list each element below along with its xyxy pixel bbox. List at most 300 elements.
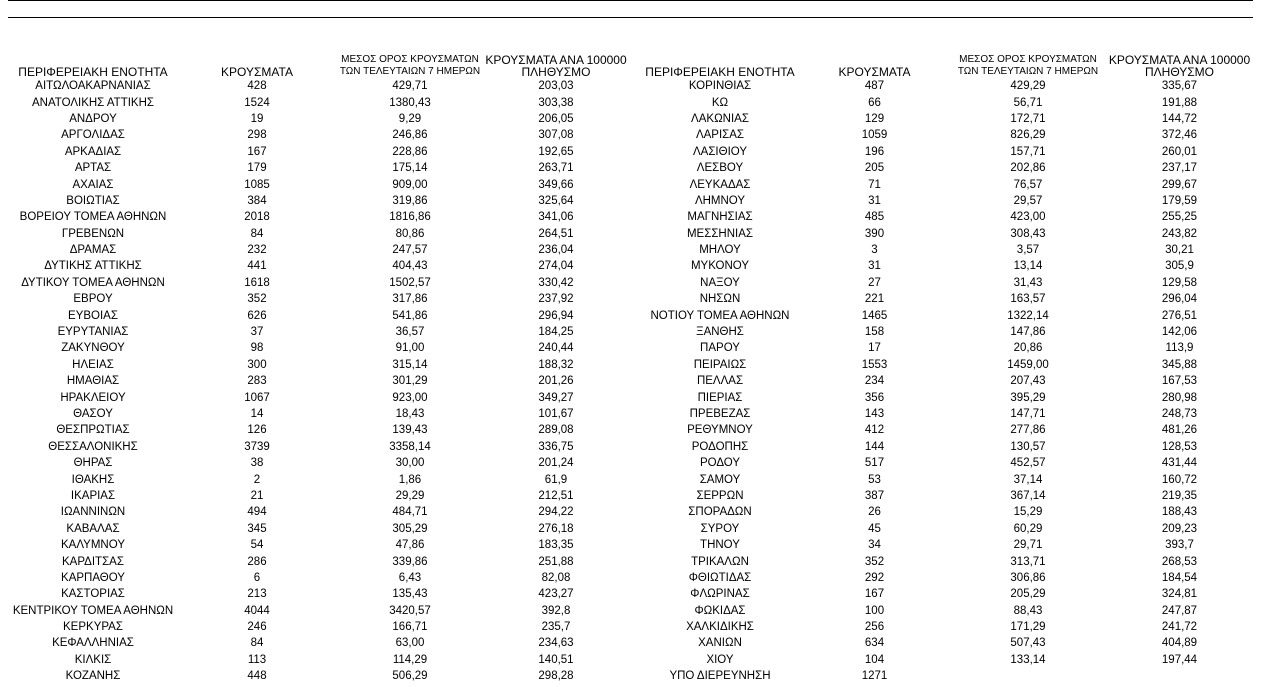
table-row <box>7 94 627 110</box>
cell-region: ΝΑΞΟΥ <box>700 276 740 289</box>
cell-per100k: 251,88 <box>538 555 574 568</box>
header-avg7-line1: ΜΕΣΟΣ ΟΡΟΣ ΚΡΟΥΣΜΑΤΩΝ <box>959 54 1097 65</box>
cell-region: ΙΘΑΚΗΣ <box>71 473 115 486</box>
table-row <box>7 111 627 127</box>
cell-cases: 158 <box>864 326 885 339</box>
cell-cases: 256 <box>864 621 885 634</box>
table-row <box>643 144 1255 160</box>
cell-avg7: 507,43 <box>1010 637 1046 650</box>
cell-cases: 26 <box>868 506 881 519</box>
header-border-line <box>8 17 1253 18</box>
cell-per100k: 179,59 <box>1161 194 1198 207</box>
cell-region: ΕΥΒΟΙΑΣ <box>68 309 118 322</box>
cell-region: ΕΒΡΟΥ <box>73 293 113 306</box>
cell-region: ΜΗΛΟΥ <box>699 244 741 257</box>
table-row <box>7 668 627 684</box>
table-row <box>643 242 1255 258</box>
table-row <box>643 406 1255 422</box>
cell-region: ΓΡΕΒΕΝΩΝ <box>61 227 125 240</box>
cell-per100k: 276,51 <box>1161 309 1198 322</box>
cell-avg7: 541,86 <box>392 309 428 322</box>
cell-region: ΦΩΚΙΔΑΣ <box>694 604 746 617</box>
cell-per100k: 144,72 <box>1161 112 1198 125</box>
cell-cases: 384 <box>247 194 267 207</box>
cell-region: ΡΟΔΟΠΗΣ <box>691 440 749 453</box>
cell-region: ΑΧΑΪΑΣ <box>72 178 114 191</box>
header-per100k-line1: ΚΡΟΥΣΜΑΤΑ ΑΝΑ 100000 <box>485 53 627 67</box>
cell-region: ΛΑΚΩΝΙΑΣ <box>691 112 749 125</box>
cell-region: ΙΚΑΡΙΑΣ <box>70 489 116 502</box>
cell-cases: 179 <box>247 162 267 175</box>
table-row <box>643 652 1255 668</box>
cell-avg7: 3358,14 <box>389 440 431 453</box>
cell-per100k: 274,04 <box>538 260 574 273</box>
cell-cases: 1067 <box>244 391 270 404</box>
cell-per100k: 235,7 <box>541 621 571 634</box>
cell-region: ΛΑΣΙΘΙΟΥ <box>692 145 748 158</box>
cell-avg7: 826,29 <box>1010 129 1046 142</box>
cell-per100k: 241,72 <box>1161 621 1198 634</box>
cell-avg7: 80,86 <box>395 227 425 240</box>
table-row <box>643 373 1255 389</box>
table-row <box>7 586 627 602</box>
cell-region: ΣΠΟΡΑΔΩΝ <box>688 506 752 519</box>
cell-region: ΘΕΣΠΡΩΤΙΑΣ <box>56 424 130 437</box>
table-row <box>643 111 1255 127</box>
header-avg7-line2: ΤΩΝ ΤΕΛΕΥΤΑΙΩΝ 7 ΗΜΕΡΩΝ <box>339 66 481 77</box>
top-border-line <box>8 0 1253 1</box>
cell-per100k: 237,92 <box>538 293 574 306</box>
table-row <box>643 570 1255 586</box>
cell-region: ΧΑΛΚΙΔΙΚΗΣ <box>686 621 754 634</box>
table-row <box>7 226 627 242</box>
table-row <box>643 226 1255 242</box>
cell-avg7: 130,57 <box>1010 440 1046 453</box>
table-row <box>7 144 627 160</box>
cell-per100k: 263,71 <box>538 162 574 175</box>
table-row <box>7 357 627 373</box>
table-row <box>643 537 1255 553</box>
cell-cases: 1085 <box>244 178 270 191</box>
cell-region: ΜΕΣΣΗΝΙΑΣ <box>686 227 754 240</box>
cell-per100k: 203,03 <box>538 80 574 93</box>
table-row <box>643 521 1255 537</box>
cell-avg7: 395,29 <box>1010 391 1046 404</box>
cell-per100k: 240,44 <box>538 342 574 355</box>
cell-cases: 31 <box>868 194 881 207</box>
cell-region: ΧΙΟΥ <box>706 653 734 666</box>
cell-region: ΠΙΕΡΙΑΣ <box>697 391 743 404</box>
cell-region: ΞΑΝΘΗΣ <box>696 326 744 339</box>
table-row <box>643 488 1255 504</box>
table-row <box>643 94 1255 110</box>
cell-per100k: 191,88 <box>1161 96 1198 109</box>
table-row <box>7 521 627 537</box>
cell-per100k: 341,06 <box>538 211 574 224</box>
cell-cases: 6 <box>253 571 261 584</box>
table-row <box>643 619 1255 635</box>
cell-avg7: 76,57 <box>1013 178 1043 191</box>
cell-region: ΛΕΥΚΑΔΑΣ <box>689 178 751 191</box>
header-per100k-line2: ΠΛΗΘΥΣΜΟ <box>521 65 591 79</box>
cell-per100k: 212,51 <box>538 489 574 502</box>
cell-cases: 14 <box>250 408 264 420</box>
cell-avg7: 429,71 <box>392 80 428 93</box>
cell-region: ΦΘΙΩΤΙΔΑΣ <box>688 571 752 584</box>
cell-per100k: 325,64 <box>538 194 574 207</box>
cell-region: ΙΩΑΝΝΙΝΩΝ <box>60 506 126 519</box>
cell-region: ΜΑΓΝΗΣΙΑΣ <box>687 211 753 224</box>
table-row <box>7 406 627 422</box>
cell-region: ΚΩ <box>711 96 729 109</box>
cell-region: ΣΕΡΡΩΝ <box>696 489 744 502</box>
cell-per100k: 234,63 <box>538 637 574 650</box>
table-row <box>7 340 627 356</box>
cell-cases: 298 <box>247 129 267 142</box>
cell-per100k: 393,7 <box>1165 539 1194 552</box>
table-row <box>7 275 627 291</box>
table-row <box>7 160 627 176</box>
cell-per100k: 167,53 <box>1161 375 1198 388</box>
table-row <box>7 176 627 192</box>
cell-avg7: 1816,86 <box>389 211 431 224</box>
table-row <box>643 504 1255 520</box>
cell-cases: 167 <box>247 145 267 158</box>
header-avg7 <box>335 54 485 78</box>
cell-avg7: 20,86 <box>1013 342 1043 355</box>
header-cases: ΚΡΟΥΣΜΑΤΑ <box>221 65 293 79</box>
header-region: ΠΕΡΙΦΕΡΕΙΑΚΗ ΕΝΟΤΗΤΑ <box>645 65 795 79</box>
cell-cases: 205 <box>864 162 885 175</box>
cell-avg7: 91,00 <box>395 342 425 355</box>
cell-avg7: 15,29 <box>1013 506 1043 519</box>
cell-per100k: 140,51 <box>538 653 574 666</box>
cell-cases: 27 <box>868 276 881 289</box>
cell-avg7: 56,71 <box>1013 96 1043 109</box>
table-row <box>643 340 1255 356</box>
cell-cases: 4044 <box>244 604 270 617</box>
cell-avg7: 88,43 <box>1013 604 1043 617</box>
table-row <box>643 127 1255 143</box>
cell-cases: 196 <box>864 145 885 158</box>
cell-region: ΡΕΘΥΜΝΟΥ <box>687 424 753 437</box>
cell-cases: 45 <box>868 522 881 535</box>
cell-avg7: 367,14 <box>1010 489 1046 502</box>
cell-region: ΒΟΙΩΤΙΑΣ <box>66 194 120 207</box>
table-row <box>643 471 1255 487</box>
cell-avg7: 1459,00 <box>1007 358 1049 371</box>
header-region: ΠΕΡΙΦΕΡΕΙΑΚΗ ΕΝΟΤΗΤΑ <box>18 65 168 79</box>
cell-avg7: 47,86 <box>395 539 425 552</box>
cell-per100k: 431,44 <box>1161 457 1198 470</box>
cell-cases: 19 <box>250 112 264 125</box>
right-table <box>643 44 1255 684</box>
cell-region: ΑΡΓΟΛΙΔΑΣ <box>61 129 125 142</box>
cell-avg7: 202,86 <box>1010 162 1046 175</box>
table-row <box>643 160 1255 176</box>
cell-region: ΠΑΡΟΥ <box>700 342 740 355</box>
table-row <box>643 291 1255 307</box>
cell-region: ΛΑΡΙΣΑΣ <box>695 129 745 142</box>
cell-cases: 34 <box>868 539 881 552</box>
table-row <box>7 652 627 668</box>
cell-avg7: 923,00 <box>392 391 428 404</box>
cell-avg7: 277,86 <box>1010 424 1046 437</box>
cell-cases: 66 <box>868 96 881 109</box>
cell-region: ΧΑΝΙΩΝ <box>698 637 742 650</box>
table-row <box>643 357 1255 373</box>
cell-avg7: 31,43 <box>1013 276 1043 289</box>
cell-avg7: 1,86 <box>398 473 422 486</box>
cell-per100k: 243,82 <box>1161 227 1198 240</box>
table-row <box>643 455 1255 471</box>
cell-per100k: 247,87 <box>1161 604 1198 617</box>
cell-per100k: 201,24 <box>538 457 574 470</box>
table-row <box>7 78 627 94</box>
cell-region: ΚΑΡΠΑΘΟΥ <box>61 571 125 584</box>
header-avg7 <box>952 54 1104 78</box>
cell-cases: 104 <box>864 653 885 666</box>
cell-cases: 98 <box>250 342 264 355</box>
cell-per100k: 260,01 <box>1161 145 1198 158</box>
cell-per100k: 294,22 <box>538 506 574 519</box>
cell-cases: 441 <box>247 260 267 273</box>
cell-per100k: 128,53 <box>1161 440 1198 453</box>
cell-cases: 448 <box>247 670 267 683</box>
cell-cases: 3 <box>871 244 878 257</box>
cell-per100k: 296,94 <box>538 309 574 322</box>
cell-cases: 113 <box>247 653 267 666</box>
cell-cases: 144 <box>864 440 885 453</box>
cell-avg7: 172,71 <box>1010 112 1046 125</box>
cell-avg7: 228,86 <box>392 145 428 158</box>
cell-per100k: 101,67 <box>538 408 574 420</box>
cell-per100k: 330,42 <box>538 276 574 289</box>
cell-cases: 37 <box>250 326 264 339</box>
right-table-header <box>643 44 1255 78</box>
cell-region: ΝΟΤΙΟΥ ΤΟΜΕΑ ΑΘΗΝΩΝ <box>650 309 790 322</box>
cell-avg7: 207,43 <box>1010 375 1046 388</box>
table-row <box>643 422 1255 438</box>
cell-per100k: 481,26 <box>1161 424 1198 437</box>
table-row <box>7 258 627 274</box>
cell-per100k: 336,75 <box>538 440 574 453</box>
cell-cases: 21 <box>250 489 264 502</box>
cell-avg7: 452,57 <box>1010 457 1046 470</box>
cell-per100k: 372,46 <box>1161 129 1198 142</box>
cell-avg7: 157,71 <box>1010 145 1046 158</box>
cell-cases: 1524 <box>244 96 270 109</box>
cell-cases: 167 <box>864 588 885 601</box>
cell-per100k: 349,66 <box>538 178 574 191</box>
table-row <box>7 307 627 323</box>
cell-per100k: 206,05 <box>538 112 574 125</box>
cell-cases: 31 <box>868 260 881 273</box>
table-row <box>7 635 627 651</box>
header-cases: ΚΡΟΥΣΜΑΤΑ <box>838 65 911 79</box>
cell-per100k: 197,44 <box>1161 653 1198 666</box>
cell-region: ΠΡΕΒΕΖΑΣ <box>689 408 751 420</box>
cell-avg7: 317,86 <box>392 293 428 306</box>
table-row <box>643 258 1255 274</box>
table-row <box>7 504 627 520</box>
cell-cases: 213 <box>247 588 267 601</box>
table-row <box>7 471 627 487</box>
cell-avg7: 315,14 <box>392 358 428 371</box>
cell-cases: 485 <box>864 211 885 224</box>
table-row <box>7 603 627 619</box>
table-row <box>7 553 627 569</box>
table-row <box>643 389 1255 405</box>
table-row <box>7 373 627 389</box>
cell-avg7: 1322,14 <box>1007 309 1049 322</box>
cell-region: ΑΝΔΡΟΥ <box>69 112 117 125</box>
cell-cases: 38 <box>250 457 264 470</box>
table-row <box>7 127 627 143</box>
cell-region: ΜΥΚΟΝΟΥ <box>690 260 750 273</box>
cell-region: ΛΗΜΝΟΥ <box>694 194 746 207</box>
cell-per100k: 160,72 <box>1161 473 1198 486</box>
cell-region: ΘΗΡΑΣ <box>73 457 113 470</box>
cell-cases: 143 <box>864 408 885 420</box>
cell-region: ΠΕΙΡΑΙΩΣ <box>693 358 747 371</box>
cell-region: ΗΡΑΚΛΕΙΟΥ <box>60 391 126 404</box>
cell-avg7: 6,43 <box>398 571 422 584</box>
cell-per100k: 82,08 <box>541 571 571 584</box>
cell-cases: 1618 <box>244 276 270 289</box>
table-row <box>7 455 627 471</box>
cell-cases: 100 <box>864 604 885 617</box>
cell-cases: 2 <box>253 473 261 486</box>
cell-cases: 352 <box>864 555 885 568</box>
table-row <box>7 619 627 635</box>
table-row <box>643 209 1255 225</box>
cell-avg7: 9,29 <box>398 112 422 125</box>
cell-avg7: 205,29 <box>1010 588 1046 601</box>
cell-region: ΠΕΛΛΑΣ <box>696 375 744 388</box>
cell-per100k: 276,18 <box>538 522 574 535</box>
cell-region: ΣΥΡΟΥ <box>700 522 740 535</box>
cell-cases: 129 <box>864 112 885 125</box>
table-row <box>643 176 1255 192</box>
cell-avg7: 313,71 <box>1010 555 1046 568</box>
cell-cases: 84 <box>250 637 264 650</box>
cell-per100k: 184,25 <box>538 326 574 339</box>
cell-region: ΚΟΡΙΝΘΙΑΣ <box>688 80 752 93</box>
cell-region: ΗΜΑΘΙΑΣ <box>66 375 120 388</box>
cell-cases: 286 <box>247 555 267 568</box>
cell-per100k: 423,27 <box>538 588 574 601</box>
header-per100k <box>1104 54 1255 78</box>
cell-per100k: 298,28 <box>538 670 574 683</box>
cell-cases: 71 <box>868 178 881 191</box>
cell-cases: 283 <box>247 375 267 388</box>
cell-cases: 3739 <box>244 440 270 453</box>
cell-avg7: 114,29 <box>392 653 428 666</box>
cell-avg7: 404,43 <box>392 260 428 273</box>
table-row <box>7 209 627 225</box>
cell-avg7: 247,57 <box>392 244 428 257</box>
cell-avg7: 29,29 <box>395 489 425 502</box>
cell-avg7: 909,00 <box>392 178 428 191</box>
cell-avg7: 163,57 <box>1010 293 1046 306</box>
header-per100k-line2: ΠΛΗΘΥΣΜΟ <box>1144 65 1215 79</box>
cell-avg7: 484,71 <box>392 506 428 519</box>
cell-avg7: 18,43 <box>395 408 425 420</box>
table-row <box>643 78 1255 94</box>
cell-region: ΚΑΒΑΛΑΣ <box>66 522 120 535</box>
cell-avg7: 147,86 <box>1010 326 1046 339</box>
cell-cases: 1271 <box>861 670 888 683</box>
cell-cases: 300 <box>247 358 267 371</box>
cell-avg7: 301,29 <box>392 375 428 388</box>
table-row <box>643 307 1255 323</box>
table-row <box>7 389 627 405</box>
cell-per100k: 296,04 <box>1161 293 1198 306</box>
cell-region: ΚΑΣΤΟΡΙΑΣ <box>61 588 125 601</box>
cell-cases: 352 <box>247 293 267 306</box>
cell-per100k: 268,53 <box>1161 555 1198 568</box>
table-row <box>643 275 1255 291</box>
cell-avg7: 246,86 <box>392 129 428 142</box>
cell-cases: 292 <box>864 571 885 584</box>
cell-cases: 234 <box>864 375 885 388</box>
left-table-body <box>7 78 627 684</box>
header-avg7-line1: ΜΕΣΟΣ ΟΡΟΣ ΚΡΟΥΣΜΑΤΩΝ <box>341 54 479 65</box>
table-row <box>643 553 1255 569</box>
cell-cases: 390 <box>864 227 885 240</box>
cell-per100k: 209,23 <box>1161 522 1198 535</box>
left-table <box>7 44 627 684</box>
cell-cases: 1553 <box>861 358 888 371</box>
cell-region: ΡΟΔΟΥ <box>699 457 741 470</box>
table-row <box>643 603 1255 619</box>
cell-region: ΚΕΡΚΥΡΑΣ <box>63 621 123 634</box>
cell-region: ΚΕΦΑΛΛΗΝΙΑΣ <box>52 637 134 650</box>
cell-cases: 84 <box>250 227 264 240</box>
cell-cases: 345 <box>247 522 267 535</box>
cell-region: ΑΡΤΑΣ <box>74 162 112 175</box>
cell-per100k: 219,35 <box>1161 489 1198 502</box>
header-per100k-line1: ΚΡΟΥΣΜΑΤΑ ΑΝΑ 100000 <box>1108 53 1251 67</box>
cell-region: ΕΥΡΥΤΑΝΙΑΣ <box>57 326 129 339</box>
cell-cases: 626 <box>247 309 267 322</box>
cell-avg7: 30,00 <box>395 457 425 470</box>
cell-per100k: 345,88 <box>1161 358 1198 371</box>
cell-avg7: 305,29 <box>392 522 428 535</box>
cell-avg7: 135,43 <box>392 588 428 601</box>
header-per100k <box>485 54 627 78</box>
cell-avg7: 339,86 <box>392 555 428 568</box>
cell-avg7: 63,00 <box>395 637 425 650</box>
cell-per100k: 280,98 <box>1161 391 1198 404</box>
cell-per100k: 264,51 <box>538 227 574 240</box>
right-table-body <box>643 78 1255 684</box>
cell-avg7: 139,43 <box>392 424 428 437</box>
cell-per100k: 237,17 <box>1161 162 1198 175</box>
table-row <box>7 537 627 553</box>
cell-region: ΦΛΩΡΙΝΑΣ <box>690 588 750 601</box>
cell-cases: 1465 <box>861 309 888 322</box>
cell-avg7: 60,29 <box>1013 522 1043 535</box>
cell-per100k: 248,73 <box>1161 408 1198 420</box>
cell-cases: 634 <box>864 637 885 650</box>
cell-cases: 232 <box>247 244 267 257</box>
table-row <box>643 193 1255 209</box>
cell-cases: 246 <box>247 621 267 634</box>
cell-per100k: 142,06 <box>1161 326 1198 339</box>
cell-avg7: 3420,57 <box>389 604 431 617</box>
